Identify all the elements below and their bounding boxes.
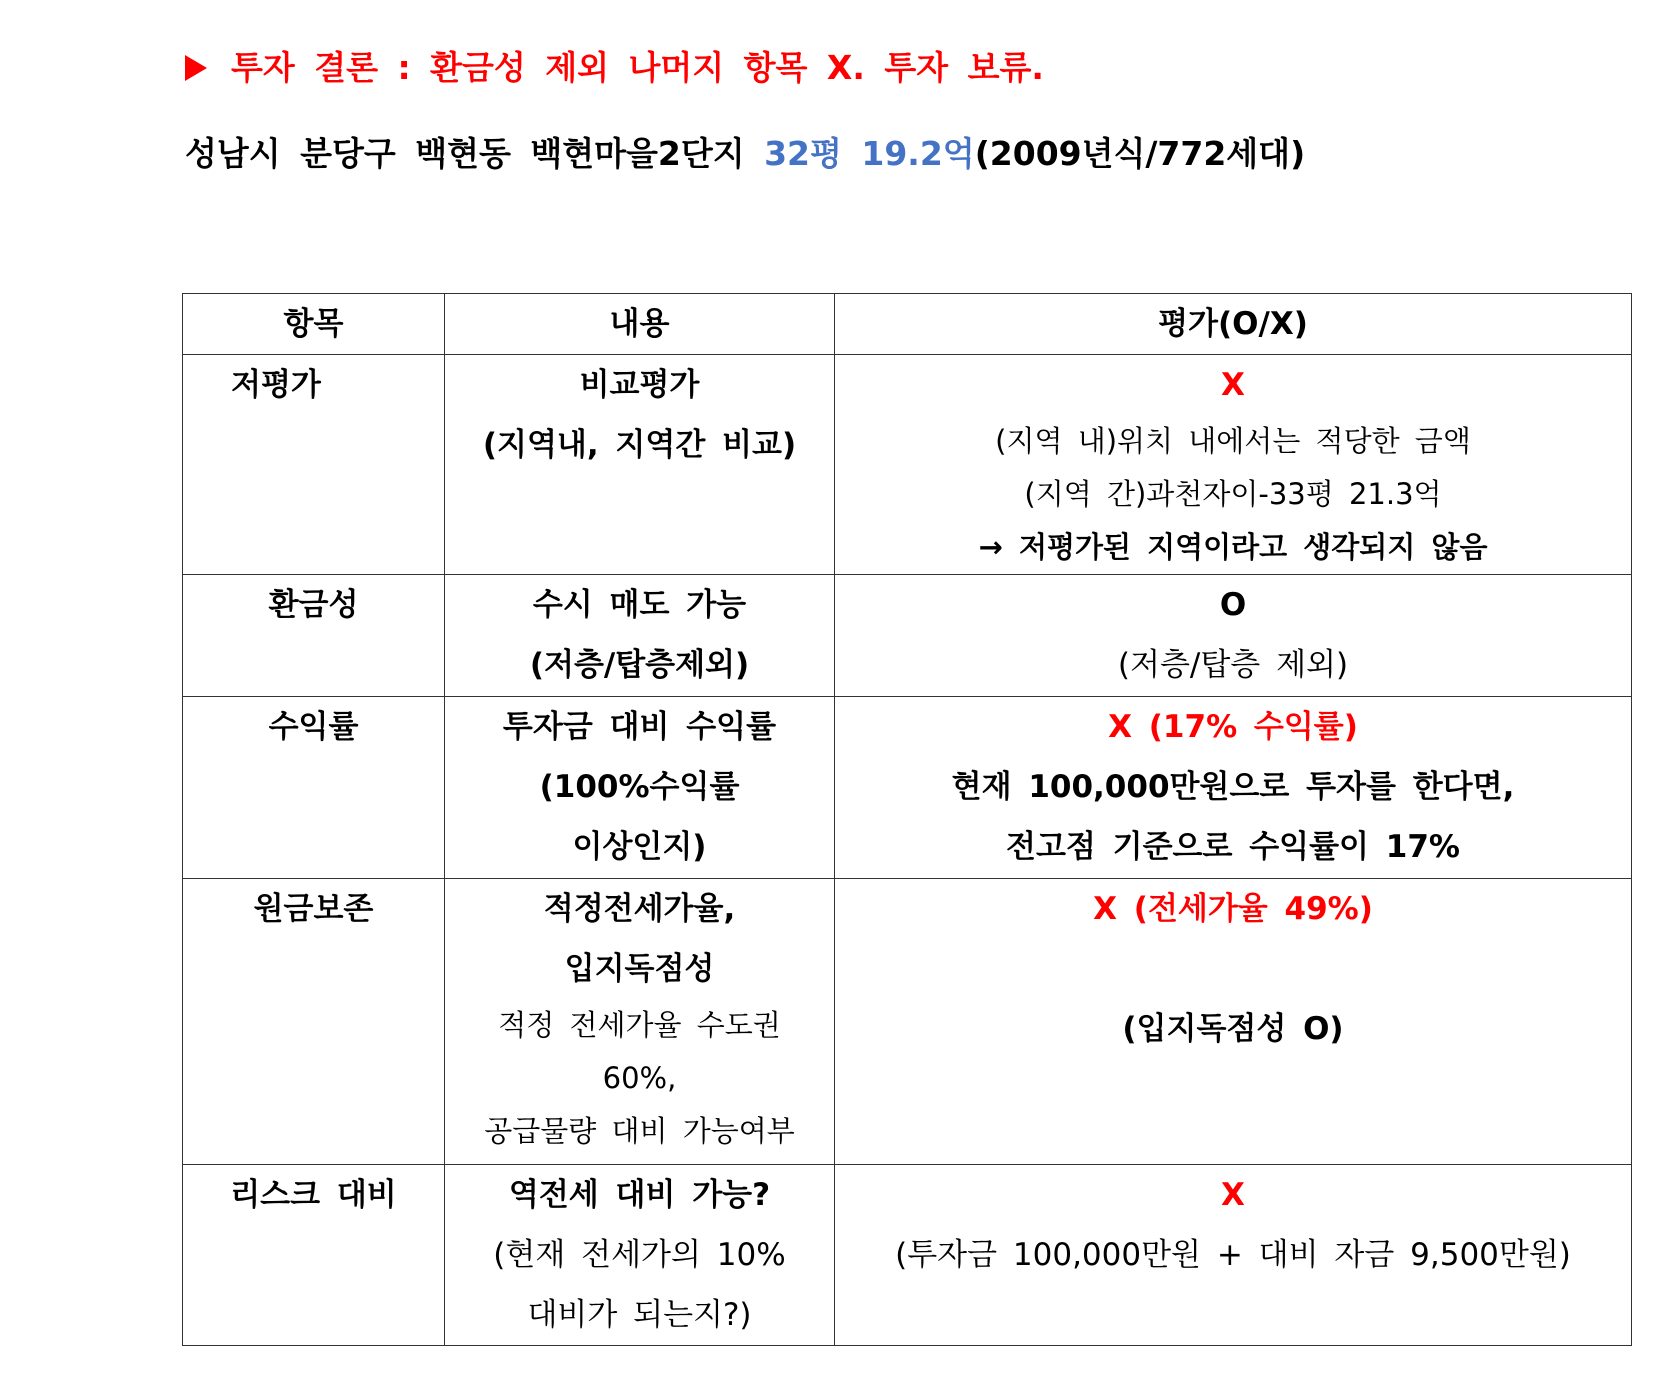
row-content [445,575,835,697]
row-item: 리스크 대비 [183,1165,445,1346]
content-line: 이상인지) [572,829,707,865]
row-evaluation [835,697,1632,879]
table-row [183,1165,1632,1346]
row-item: 원금보존 [183,879,445,1165]
verdict: O [1219,587,1247,623]
content-line: (저층/탑층제외) [529,647,750,683]
table-row [183,355,1632,575]
detail-line: (입지독점성 O) [1122,1011,1344,1047]
content-line: (지역내, 지역간 비교) [482,427,797,463]
triangle-right-icon [185,55,207,81]
row-item: 환금성 [183,575,445,697]
header-content: 내용 [445,294,835,355]
content-line: 적정전세가율, [543,891,736,927]
row-item: 수익률 [183,697,445,879]
verdict: X (전세가율 49%) [1093,891,1373,927]
verdict: X [1221,367,1245,403]
content-note-line: 적정 전세가율 수도권 [498,1008,781,1042]
row-content [445,697,835,879]
row-item: 저평가 [183,355,445,575]
content-note-line: 60%, [602,1061,677,1095]
table-row [183,575,1632,697]
content-line: 입지독점성 [564,951,715,987]
detail-line: (저층/탑층 제외) [1117,647,1349,683]
header-item: 항목 [183,294,445,355]
property-subject [185,128,1305,175]
row-evaluation [835,575,1632,697]
conclusion-line: 저평가된 지역이라고 생각되지 않음 [1018,530,1488,564]
detail-line: 현재 100,000만원으로 투자를 한다면, [951,769,1515,805]
subject-suffix: (2009년식/772세대) [974,134,1306,173]
detail-line: (지역 간)과천자이-33평 21.3억 [1024,477,1442,511]
investment-conclusion [185,42,1044,89]
row-content [445,879,835,1165]
content-line: (100%수익률 [539,769,740,805]
row-evaluation [835,1165,1632,1346]
row-content [445,1165,835,1346]
header-evaluation: 평가(O/X) [835,294,1632,355]
content-line: 수시 매도 가능 [532,587,747,623]
content-line: 비교평가 [579,367,700,403]
table-row [183,879,1632,1165]
evaluation-table [182,293,1632,1346]
detail-line: 전고점 기준으로 수익률이 17% [1006,829,1460,865]
content-line: 역전세 대비 가능? [508,1177,771,1213]
content-note-line: 대비가 되는지?) [527,1297,752,1333]
row-evaluation [835,355,1632,575]
table-row [183,697,1632,879]
row-content [445,355,835,575]
subject-prefix: 성남시 분당구 백현동 백현마을2단지 [185,134,765,173]
content-note-line: (현재 전세가의 10% [493,1237,786,1273]
row-evaluation [835,879,1632,1165]
verdict: X (17% 수익률) [1108,709,1358,745]
detail-conclusion [835,521,1631,574]
spacer [835,939,1631,999]
subject-highlight: 32평 19.2억 [764,134,975,173]
verdict: X [1221,1177,1245,1213]
content-line: 투자금 대비 수익률 [502,709,777,745]
arrow-right-icon: → [978,530,1003,564]
detail-line: (지역 내)위치 내에서는 적당한 금액 [995,424,1471,458]
table-header-row [183,294,1632,355]
content-note-line: 공급물량 대비 가능여부 [484,1114,795,1148]
conclusion-text: 투자 결론 : 환금성 제외 나머지 항목 X. 투자 보류. [231,48,1044,87]
detail-line: (투자금 100,000만원 + 대비 자금 9,500만원) [895,1237,1571,1273]
